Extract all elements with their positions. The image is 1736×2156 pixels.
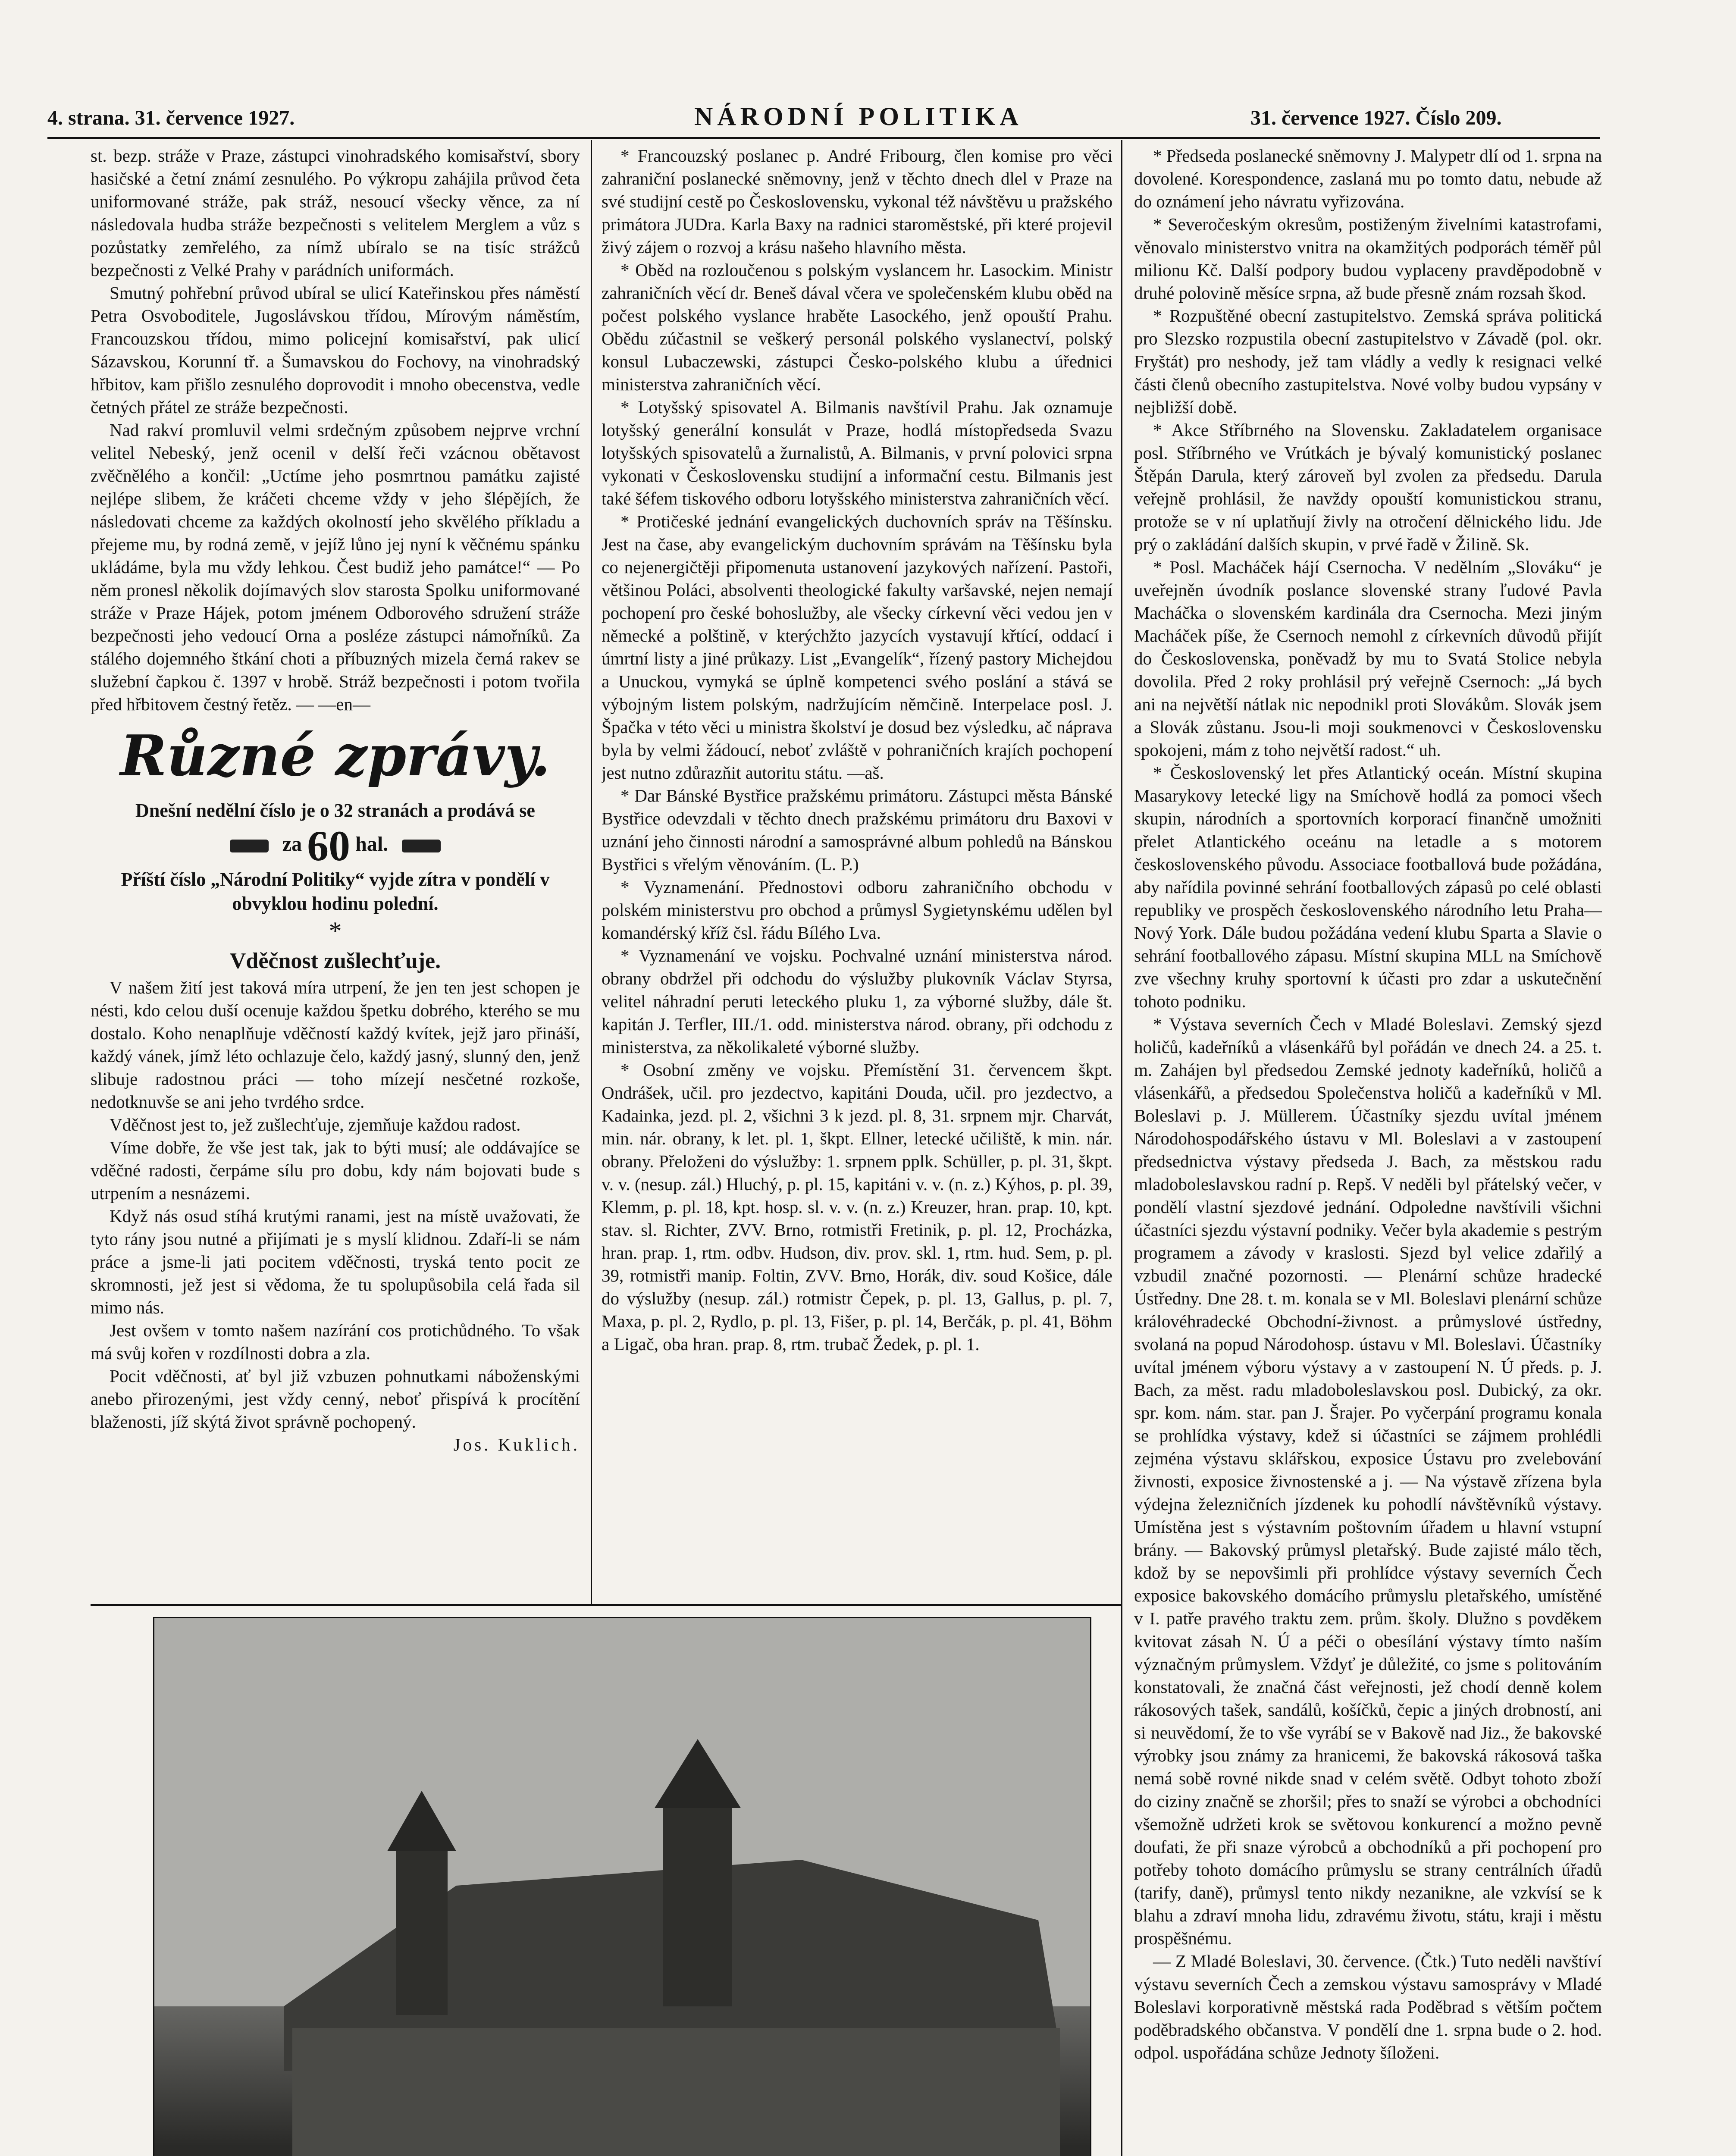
column-1 (91, 144, 580, 1606)
notice-next-issue: Příští číslo „Národní Politiky“ vyjde zítra v pondělí v obvyklou hodinu polední. (121, 868, 550, 914)
tower-right (663, 1799, 732, 2006)
photo-railway-station (153, 1617, 1091, 2156)
vdecnost-paragraph-2: Vděčnost jest to, jež zušlechťuje, zjemňuje každou radost. (110, 1114, 521, 1134)
news-fribourg: * Francouzský poslanec p. André Fribourg, člen komise pro věci zahraniční poslanecké sněmovny, jenž v těchto dnech dlel v Praze na své studijní cestě po Československu, vykonal též návštěvu u pražského primátora JUDra. Karla Baxy na radnici staroměstské, při které projevil živý zájem o rozvoj a krásu našeho hlavního města. (602, 146, 1112, 257)
column-2 (602, 144, 1112, 1606)
news-malypetr: * Předseda poslanecké sněmovny J. Malypetr dlí od 1. srpna na dovolené. Korespondence, zaslaná mu po tomto datu, nebude až do oznámení jeho návratu vyřizována. (1134, 146, 1602, 211)
news-zastupitelstvo: * Rozpuštěné obecní zastupitelstvo. Zemská správa politická pro Slezsko rozpustila obecní zastupitelstvo v Závadě (pol. okr. Fryštát) pro neshody, jež tam vládly a vedly k resignaci velké části členů obecního zastupitelstva. Nové volby budou vypsány v nejbližší době. (1134, 306, 1602, 417)
pointing-hand-left-icon (230, 840, 269, 852)
section-title-ruzne-zpravy: Různé zprávy. (120, 723, 551, 789)
price-unit: hal. (355, 833, 389, 856)
vdecnost-paragraph-5: Jest ovšem v tomto našem nazírání cos protichůdného. To však má svůj kořen v rozdílnosti dobra a zla. (91, 1320, 580, 1363)
column-divider-1 (591, 140, 592, 1604)
news-atlantic-flight: * Československý let přes Atlantický oceán. Místní skupina Masarykovy letecké ligy na Smíchově hodlá za pomoci všech skupin, národních a sportovních korporací finančně umožniti přelet Atlantického oceánu na letadle a s motorem československého původu. Associace footballová bude požádána, aby nařídila povinné sehrání footballových zápasů po celé oblasti republiky ve prospěch československého národního letu Praha—Nový York. Dále budou požádána vedení klubu Sparta a Slavie o sehrání footballového zápasu. Místní skupina MLL na Smíchově zve všechny kruhy sportovní k účasti pro zdar a uskutečnění tohoto podniku. (1134, 763, 1602, 1011)
funeral-procession: Smutný pohřební průvod ubíral se ulicí Kateřinskou přes náměstí Petra Osvoboditele, Jugoslávskou třídou, Mírovým náměstím, Francouzskou třídou, mimo policejní komisařství, pak ulicí Sázavskou, Korunní tř. a Šumavskou do Fochovy, na vinohradský hřbitov, kam přišlo zesnulého doprovodit i mnoho obecenstva, vedle četných přátel ze stráže bezpečnosti. (91, 283, 580, 417)
vdecnost-paragraph-4: Když nás osud stíhá krutými ranami, jest na místě uvažovati, že tyto rány jsou nutné a přijímati je s myslí klidnou. Zdaří-li se nám práce a jsme-li jati pocitem vděčnosti, tryská tento pocit ze skromnosti, jež jest si vědoma, že tu spolupůsobila celá řada sil mimo nás. (91, 1206, 580, 1317)
news-machacek: * Posl. Macháček hájí Csernocha. V nedělním „Slováku“ je uveřejněn úvodník poslance slovenské strany ľudové Pavla Macháčka o slovenském kardinála dra Csernocha. Mezi jiným Macháček píše, že Csernoch nemohl z církevních důvodů přijít do Československa, poněvadž by mu to Svatá Stolice nebyla dovolila. Před 2 roky prohlásil prý veřejně Csernoch: „Já bych ani na největší nátlak nic nepodnikl proti Slovákům. Slovák jsem a Slovák zůstanu. Jsou-li moji soukmenovci v Československu spokojeni, mám z toho největší radost.“ uh. (1134, 557, 1602, 760)
tower-left (396, 1843, 448, 2015)
article-signature: Jos. Kuklich. (453, 1434, 580, 1454)
funeral-report-end: st. bezp. stráže v Praze, zástupci vinohradského komisařství, sbory hasičské a četní známí zesnulého. Po výkropu zahájila průvod četa uniformované stráže, pak stráž, nesoucí všecky věnce, za ní následovala hudba stráže bezpečnosti s velitelem Merglem a vůz s pozůstatky zemřelého, za nímž ubíralo se na tisíc strážců bezpečnosti z Velké Prahy v parádních uniformách. (91, 146, 580, 280)
price-za: za (282, 833, 302, 856)
news-vyznamenani-vojsko: * Vyznamenání ve vojsku. Pochvalné uznání ministerstva národ. obrany obdržel při odchodu do výslužby plukovník Václav Styrsa, velitel náhradní peruti leteckého pluku 1, za výborné služby, dále št. kapitán J. Terfler, III./1. odd. ministerstva národ. obrany, při odchodu z ministerstva, za několikaleté výborné služby. (602, 946, 1112, 1057)
news-banska-bystrica: * Dar Bánské Bystřice pražskému primátoru. Zástupci města Bánské Bystřice odevzdali v těchto dnech pražskému primátoru dru Baxovi v uznání jeho činnosti národní a samosprávné album pohledů na Bánskou Bystřici s vřelým věnováním. (L. P.) (602, 786, 1112, 874)
news-tesinsko: * Protičeské jednání evangelických duchovních správ na Těšínsku. Jest na čase, aby evangelickým duchovním správám na Těšínsku byla co nejenergičtěji připomenuta ustanovení jazykových nařízení. Pastoři, většinou Poláci, absolventi theologické fakulty varšavské, nejen nemají pochopení pro české bohoslužby, ale všecky církevní věci vedou jen v německé a polštině, v kterýchžto jazycích vystavují křtící, oddací i úmrtní listy a jiné průkazy. List „Evangelík“, řízený pastory Michejdou a Unuckou, vymyká se úplně kompetenci svého poslání a stává se výbojným listem polským, nadržujícím němčině. Interpelace posl. J. Špačka v této věci u ministra školství je dosud bez výsledku, ač nápravа byla by velmi žádoucí, neboť zvláště v pohraničních krajích pochopení jest nutno zdůrazňit autoritu státu. —aš. (602, 511, 1112, 783)
news-vyznamenani: * Vyznamenání. Přednostovi odboru zahraničního obchodu v polském ministerstvu pro obchod a průmysl Sygietynskému udělen byl komandérský kříž čsl. řádu Bílého Lva. (602, 877, 1112, 943)
vdecnost-paragraph-3: Víme dobře, že vše jest tak, jak to býti musí; ale oddávajíce se vděčné radosti, čerpáme sílu pro dobu, kdy nám bojovati bude s utrpením a nesnázemi. (91, 1137, 580, 1203)
price-value: 60 (307, 821, 351, 870)
page-header (43, 98, 1595, 137)
article-title-vdecnost: Vděčnost zušlechťuje. (229, 948, 441, 973)
separator-asterisk: * (329, 916, 342, 945)
header-rule (47, 137, 1600, 139)
station-building-illustration (154, 1618, 1090, 2156)
header-page-date: 4. strana. 31. července 1927. (47, 107, 295, 129)
vdecnost-paragraph-1: V našem žití jest taková míra utrpení, že jen ten jest schopen je nésti, kdo celou duší ocenuje každou špetku dobrého, kterého se mu dostalo. Koho nenaplňuje vděčností každý kvítek, jejž jaro přináší, každý vánek, jímž léto ochlazuje čelo, každý jasný, slunný den, jenž slibuje radostnou práci — toho mízejí nesčetné rozkoše, nedotknuvše se ani jeho tvrdého srdce. (91, 977, 580, 1112)
header-issue-number: 31. července 1927. Číslo 209. (1250, 107, 1502, 129)
vdecnost-paragraph-6: Pocit vděčnosti, ať byl již vzbuzen pohnutkami náboženskými anebo přirozenými, jest vždy cenný, neboť přispívá k procítění blaženosti, jíž skýtá život správně pochopený. (91, 1366, 580, 1432)
news-vystava-boleslav: * Výstava severních Čech v Mladé Boleslavi. Zemský sjezd holičů, kadeřníků a vlásenkářů byl pořádán ve dnech 24. a 25. t. m. Zahájen byl předsedou Zemské jednoty kadeřníků, holičů a vlásenkářů, a předsedou Společenstva holičů a kadeřníků v Ml. Boleslavi p. J. Müllerem. Účastníky sjezdu uvítal jménem Národohospodářského ústavu v Ml. Boleslavi a v zastoupení předsednictva výstavy předseda J. Bach, za městskou radu mladoboleslavskou radní p. Repš. V neděli byl přátelský večer, v pondělí vlastní sjezdové jednání. Odpoledne navštívili všichni účastníci sjezdu výstavní podniky. Večer byla akademie s pestrým programem a závody v kraslosti. Sjezd byl velice zdařilý a vzbudil značné pozornosti. — Plenární schůze hradecké Ústředny. Dne 28. t. m. konala se v Ml. Boleslavi plenární schůze královéhradecké Obchodní-živnost. a průmyslové ústředny, svolaná na popud Národohosp. ústavu v Ml. Boleslavi. Účastníky uvítal jménem výboru výstavy a v zastoupení N. Ú předs. p. J. Bach, za měst. radu mladoboleslavskou posl. Dubický, za okr. spr. kom. nám. star. pan J. Šrajer. Po vyčerpání programu konala se prohlídka výstavy, kdež si účastníci se zájmem prohlédli zejména výstavu sklářskou, exposice Ústavu pro zvelebování živnosti, exposice živnostenské a j. — Na výstavě zřízena byla výdejna železničních jízdenek ku pohodlí návštěvníků výstavy. Umístěna jest s výstavním poštovním úřadem u hlavní vstupní brány. — Bakovský průmysl pletařský. Bude zajisté málo těch, kdož by se nepovšimli při prohlídce výstavy severních Čech exposice bakovského domácího průmyslu pletařského, umístěné v I. patře pravého traktu zem. prům. školy. Dlužno s povděkem kvitovat zásah N. Ú a péči o obesílání výstavy tímto naším význačným průmyslem. Vždyť je důležité, co jsme s politováním konstatovali, že značná část veřejnosti, jež chodí denně kolem rákosových tašek, sandálů, košíčků, čepic a jiných drobností, ani si neuvědomí, že to vše vyrábí se v Bakově nad Jiz., že bakovské výrobky jsou známy za hranicemi, že bakovská rákosová taška nemá sobě rovné nikde snad v celém světě. Odbyt tohoto zboží do ciziny značně se zhoršil; přes to snaží se výrobci a obchodníci všemožně udržeti krok se světovou konkurencí a možno pevně doufati, že při snaze výrobců a obchodníků a při pochopení pro potřeby tohoto domácího průmyslu se strany centrálních úřadů (tarify, daně), průmysl tento nikdy nezanikne, ale vzkvísí se k blahu a zdraví mnoha lidu, zdravému životu, státu, kraji i městu prospěšnému. (1134, 1014, 1602, 1948)
photo-top-rule (91, 1604, 1121, 1606)
news-akce-stribrneho: * Akce Stříbrného na Slovensku. Zakladatelem organisace posl. Stříbrného ve Vrútkách je bývalý komunistický poslanec Štěpán Darula, který zároveň byl zvolen za předsedu. Darula veřejně prohlásil, že navždy opouští komunistickou stranu, protože se v ní uplatňují živly na otročení dělnického lidu. Jde prý o zakládání dalších skupin, v prvé řadě v Žilině. Sk. (1134, 420, 1602, 554)
pointing-hand-right-icon (402, 840, 441, 852)
price-line (91, 823, 580, 868)
masthead: NÁRODNÍ POLITIKA (694, 102, 1023, 131)
notice-sunday-edition: Dnešní nedělní číslo je o 32 stranách a prodává se (135, 800, 535, 821)
news-bilmanis: * Lotyšský spisovatel A. Bilmanis navštívil Prahu. Jak oznamuje lotyšský generální konsulát v Praze, hodlá místopředseda Svazu lotyšských spisovatelů a žurnalistů, A. Bilmanis, v první polovici srpna vykonati v Československu studijní a informační cestu. Bilmanis jest také šéfem tiskového odboru lotyšského ministerstva zahraničních věcí. (602, 397, 1112, 508)
news-mlada-boleslav-ctk: — Z Mladé Boleslavi, 30. července. (Čtk.) Tuto neděli navštíví výstavu severních Čech a zemskou výstavu samosprávy v Mladé Boleslavi korporativně městská rada Poděbrad s větším počtem poděbradského občanstva. V pondělí dne 1. srpna bude o 2. hod. odpol. uspořádána schůze Jednoty šíloženi. (1134, 1951, 1602, 2062)
funeral-speeches: Nad rakví promluvil velmi srdečným způsobem nejprve vrchní velitel Nebeský, jenž ocenil v delší řeči vzácnou obětavost zvěčnělého a končil: „Uctíme jeho posmrtnou památku zajisté nejlépe slibem, že kráčeti chceme vždy v jeho šlépějích, že následovati chceme za každých okolností jeho skvělého příkladu a přejeme mu, by rodná země, v jejíž lůno jej nyní k věčnému spánku ukládáme, byla mu vždy lehkou. Čest budiž jeho památce!“ — Po něm pronesl několik dojímavých slov starosta Spolku uniformované stráže v Praze Hájek, potom jménem Odborového sdružení stráže bezpečnosti jeho vedoucí Orna a posléze zástupci námořníků. Za stálého dojemného štkání choti a příbuzných mizela černá rakev se služební čapkou č. 1397 v hrobě. Stráž bezpečnosti i potom tvořila před hřbitovem čestný řetěz. — —en— (91, 420, 580, 714)
column-divider-2 (1121, 140, 1122, 2156)
station-facade (292, 2028, 1060, 2156)
news-lasocki-dinner: * Oběd na rozloučenou s polským vyslancem hr. Lasockim. Ministr zahraničních věcí dr. Beneš dával včera ve společenském klubu oběd na počest polského vyslance hraběte Lasockého, jenž opouští Prahu. Obědu zúčastnil se veškerý personál polského vyslanectví, polský konsul Lubaczewski, zástupci Česko-polského klubu a úřednici ministerstva zahraničních věcí. (602, 260, 1112, 394)
column-3 (1134, 144, 1602, 2156)
news-osobni-zmeny: * Osobní změny ve vojsku. Přemístění 31. červencem škpt. Ondrášek, učil. pro jezdectvo, kapitáni Douda, učil. pro jezdectvo, a Kadainka, jezd. pl. 2, všichni 3 k jezd. pl. 8, 31. srpnem mjr. Charvát, min. nár. obrany, k let. pl. 1, škpt. Ellner, letecké učiliště, k min. nár. obrany. Přeloženi do výslužby: 1. srpnem pplk. Schüller, p. pl. 31, škpt. v. v. (nesup. zál.) Hluchý, p. pl. 15, kapitáni v. v. (n. z.) Kýhos, p. pl. 39, Klemm, p. pl. 18, kpt. hosp. sl. v. v. (n. z.) Kreuzer, hran. prap. 10, kpt. stav. sl. Richter, ZVV. Brno, rotmistři Fretinik, p. pl. 12, Procházka, hran. prap. 1, rtm. odbv. Hudson, div. prov. skl. 1, rtm. hud. Sem, p. pl. 39, rotmistři manip. Foltin, ZVV. Brno, Horák, div. soud Košice, dále do výslužby (nesup. zál.) rotmistr Čepek, p. pl. 13, Gallus, p. pl. 7, Maxa, p. pl. 2, Rydlo, p. pl. 13, Fišer, p. pl. 14, Berčák, p. pl. 41, Böhm a Ligač, oba hran. prap. 8, rtm. trubač Žedek, p. pl. 1. (602, 1060, 1112, 1354)
news-severoceske-okresy: * Severočeským okresům, postiženým živelními katastrofami, věnovalo ministerstvo vnitra na okamžitých podporách téměř půl milionu Kč. Další podpory budou vyplaceny pravděpodobně v druhé polovině měsíce srpna, až bude přesně znám rozsah škod. (1134, 214, 1602, 303)
